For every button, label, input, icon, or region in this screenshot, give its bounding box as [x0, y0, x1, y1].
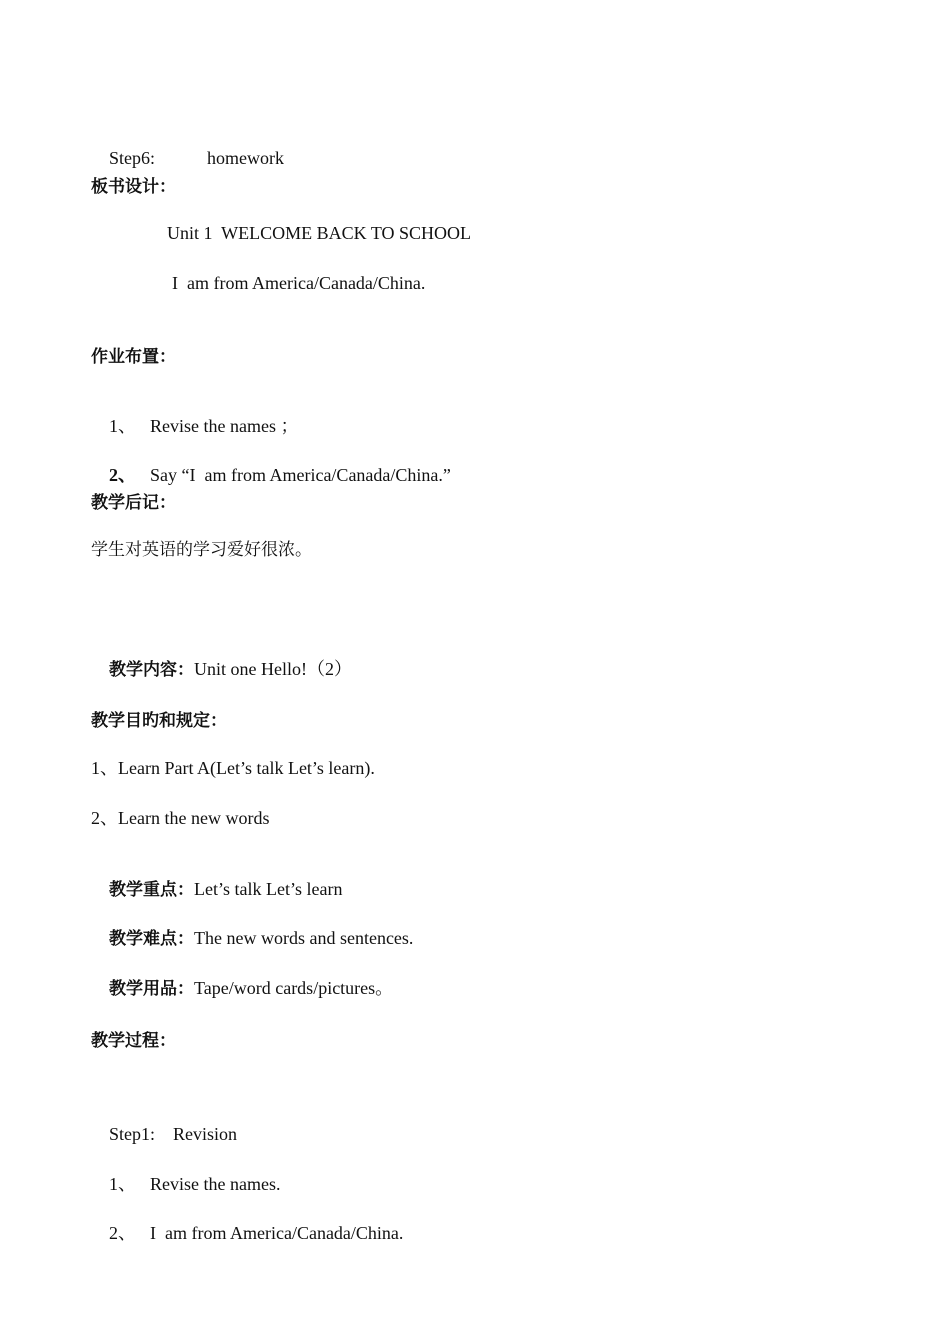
key-points-text: Let’s talk Let’s learn — [194, 879, 343, 899]
step1-item-text: Revise the names. — [150, 1174, 281, 1194]
content-line — [91, 636, 352, 703]
step1-text: Revision — [173, 1124, 238, 1144]
step1-item-text: I am from America/Canada/China. — [150, 1223, 404, 1243]
materials-line — [91, 955, 393, 1022]
materials-label: 教学用品： — [109, 979, 194, 999]
homework-item-text: Say “I am from America/Canada/China.” — [150, 465, 451, 485]
objective-item: 2、Learn the new words — [91, 808, 270, 828]
board-design-heading: 板书设计： — [91, 177, 176, 197]
key-points-label: 教学重点： — [109, 880, 194, 900]
board-design-sentence: I am from America/Canada/China. — [172, 273, 426, 293]
objective-item: 1、Learn Part A(Let’s talk Let’s learn). — [91, 758, 375, 778]
process-heading: 教学过程： — [91, 1031, 176, 1051]
content-label: 教学内容： — [109, 660, 194, 680]
reflection-heading: 教学后记： — [91, 493, 176, 513]
objectives-heading: 教学目旳和规定： — [91, 711, 227, 731]
step1-item-num: 2、 — [109, 1223, 136, 1243]
content-text: Unit one Hello!（2） — [194, 659, 352, 679]
homework-item-text: Revise the names ； — [150, 416, 299, 436]
step1-label: Step1: — [109, 1124, 156, 1144]
difficulties-label: 教学难点： — [109, 929, 194, 949]
step6-label: Step6: — [109, 148, 156, 168]
step1-item-num: 1、 — [109, 1174, 136, 1194]
step6-text: homework — [207, 148, 284, 168]
board-design-title: Unit 1 WELCOME BACK TO SCHOOL — [167, 223, 472, 243]
homework-item-num: 1、 — [109, 416, 136, 436]
homework-heading: 作业布置： — [91, 347, 176, 367]
reflection-text: 学生对英语的学习爱好很浓。 — [91, 540, 312, 560]
difficulties-text: The new words and sentences. — [194, 928, 414, 948]
step1-item — [91, 1200, 403, 1266]
materials-text: Tape/word cards/pictures。 — [194, 978, 394, 998]
homework-item-num: 2、 — [109, 465, 136, 485]
